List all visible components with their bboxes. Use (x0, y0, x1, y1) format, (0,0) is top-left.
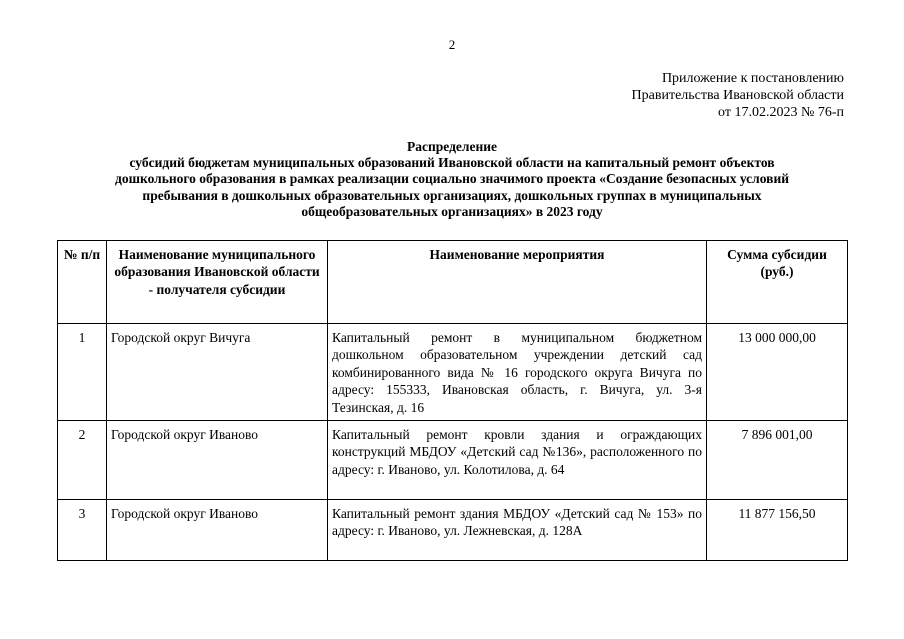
cell-amount: 13 000 000,00 (707, 324, 848, 421)
distribution-table (57, 240, 848, 561)
header-num: № п/п (58, 241, 107, 324)
document-title (50, 139, 854, 220)
cell-event: Капитальный ремонт здания МБДОУ «Детский сад № 153» по адресу: г. Иваново, ул. Лежневская, д. 128А (328, 500, 707, 561)
cell-municipality: Городской округ Иваново (107, 421, 328, 500)
title-line: Распределение (406, 139, 498, 154)
appendix-line: от 17.02.2023 № 76-п (718, 105, 844, 120)
appendix-line: Приложение к постановлению (661, 71, 844, 86)
cell-municipality: Городской округ Вичуга (107, 324, 328, 421)
title-line: общеобразовательных организациях» в 2023 году (301, 203, 603, 219)
page-number: 2 (448, 37, 456, 52)
appendix-block (632, 70, 844, 121)
cell-num: 2 (58, 421, 107, 500)
title-line: субсидий бюджетам муниципальных образований Ивановской области на капитальный ремонт объектов (129, 155, 775, 171)
title-line: дошкольного образования в рамках реализации социально значимого проекта «Создание безопасных условий (115, 171, 789, 187)
table-row (58, 324, 848, 421)
header-amount: Сумма субсидии (руб.) (707, 241, 848, 324)
cell-amount: 11 877 156,50 (707, 500, 848, 561)
table-row (58, 421, 848, 500)
title-line: пребывания в дошкольных образовательных организациях, дошкольных группах в муниципальных (142, 187, 762, 203)
header-municipality: Наименование муниципального образования Ивановской области - получателя субсидии (107, 241, 328, 324)
header-event: Наименование мероприятия (328, 241, 707, 324)
cell-event: Капитальный ремонт кровли здания и ограждающих конструкций МБДОУ «Детский сад №136», расположенного по адресу: г. Иваново, ул. Колотилова, д. 64 (328, 421, 707, 500)
cell-num: 3 (58, 500, 107, 561)
cell-amount: 7 896 001,00 (707, 421, 848, 500)
cell-num: 1 (58, 324, 107, 421)
table-row (58, 500, 848, 561)
appendix-line: Правительства Ивановской области (631, 88, 844, 103)
cell-event: Капитальный ремонт в муниципальном бюджетном дошкольном образовательном учреждении детский сад комбинированного вида № 16 городского округа Вичуга по адресу: 155333, Ивановская область, г. Вичуга, ул. 3-я Тезинская, д. 16 (328, 324, 707, 421)
table-header-row (58, 241, 848, 324)
cell-municipality: Городской округ Иваново (107, 500, 328, 561)
